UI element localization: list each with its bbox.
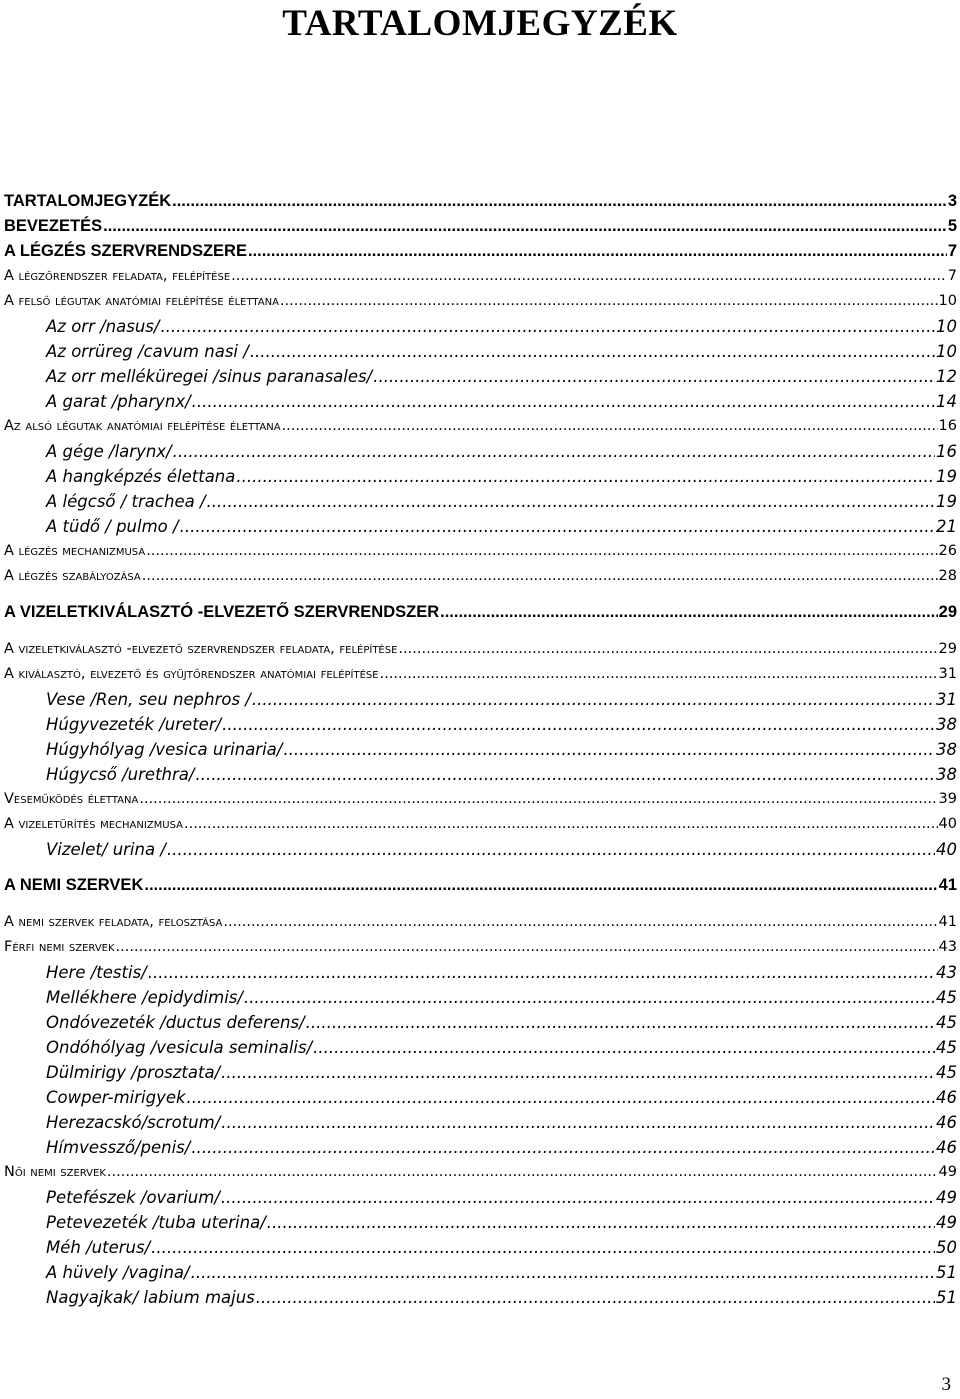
toc-entry[interactable] [4, 1135, 957, 1160]
dot-leader [103, 214, 947, 239]
toc-entry-page: 7 [947, 242, 957, 260]
toc-entry-page: 49 [936, 1213, 957, 1232]
toc-entry-label: A garat /pharynx/ [46, 392, 191, 411]
toc-entry-label: Petevezeték /tuba uterina/ [46, 1213, 266, 1232]
toc-entry-label: A kiválasztó, elvezető és gyűjtőrendszer anatómiai felépítése [4, 666, 379, 682]
toc-entry[interactable] [4, 539, 957, 564]
toc-entry-page: 12 [936, 367, 957, 386]
toc-entry-page: 31 [936, 690, 957, 709]
toc-entry[interactable] [4, 1010, 957, 1035]
toc-entry-label: A gége /larynx/ [46, 442, 172, 461]
dot-leader [151, 1235, 935, 1260]
toc-entry-label: BEVEZETÉS [4, 217, 103, 235]
toc-entry[interactable] [4, 637, 957, 662]
toc-entry-page: 3 [947, 192, 957, 210]
toc-entry-page: 14 [936, 392, 957, 411]
dot-leader [380, 662, 938, 687]
dot-leader [142, 564, 938, 589]
toc-entry-page: 49 [938, 1164, 957, 1180]
toc-entry-label: A légzés mechanizmusa [4, 543, 146, 559]
toc-entry-page: 38 [936, 740, 957, 759]
dot-leader [221, 1060, 935, 1085]
dot-leader [148, 960, 935, 985]
toc-entry-label: Ondóhólyag /vesicula seminalis/ [46, 1038, 313, 1057]
toc-entry-label: Cowper-mirigyek [46, 1088, 186, 1107]
dot-leader [180, 514, 935, 539]
toc-entry[interactable] [4, 737, 957, 762]
toc-entry[interactable] [4, 1185, 957, 1210]
toc-entry[interactable] [4, 662, 957, 687]
toc-entry-page: 16 [938, 418, 957, 434]
dot-leader [116, 935, 938, 960]
toc-entry-label: Here /testis/ [46, 963, 147, 982]
toc-entry[interactable] [4, 873, 957, 898]
toc-entry[interactable] [4, 289, 957, 314]
toc-entry-label: Nagyajkak/ labium majus [46, 1288, 255, 1307]
toc-entry-page: 40 [938, 816, 957, 832]
toc-entry-label: A nemi szervek feladata, felosztása [4, 914, 223, 930]
dot-leader [282, 414, 938, 439]
dot-leader [191, 1260, 935, 1285]
toc-entry-label: Vese /Ren, seu nephros / [46, 690, 251, 709]
toc-entry-label: A vizeletürítés mechanizmusa [4, 816, 183, 832]
toc-entry[interactable] [4, 1260, 957, 1285]
dot-leader [144, 873, 937, 898]
toc-entry-label: Húgycső /urethra/ [46, 765, 195, 784]
dot-leader [398, 637, 937, 662]
toc-entry[interactable] [4, 687, 957, 712]
toc-entry-page: 26 [938, 543, 957, 559]
toc-entry[interactable] [4, 564, 957, 589]
dot-leader [313, 1035, 935, 1060]
toc-entry-page: 43 [936, 963, 957, 982]
dot-leader [192, 389, 935, 414]
toc-entry-label: A VIZELETKIVÁLASZTÓ -ELVEZETŐ SZERVRENDSZER [4, 603, 440, 621]
toc-entry[interactable] [4, 712, 957, 737]
toc-entry-page: 51 [936, 1288, 957, 1307]
dot-leader [207, 489, 935, 514]
toc-entry-label: Az orr /nasus/ [46, 317, 160, 336]
toc-entry-label: A NEMI SZERVEK [4, 876, 144, 894]
toc-entry[interactable] [4, 314, 957, 339]
toc-entry-page: 45 [936, 1013, 957, 1032]
toc-entry[interactable] [4, 264, 957, 289]
dot-leader [160, 314, 935, 339]
toc-entry-label: Az orr melléküregei /sinus paranasales/ [46, 367, 373, 386]
toc-entry-page: 29 [938, 603, 957, 621]
dot-leader [267, 1210, 935, 1235]
dot-leader [184, 812, 938, 837]
toc-entry-page: 40 [936, 840, 957, 859]
toc-entry-page: 46 [936, 1088, 957, 1107]
toc-entry[interactable] [4, 985, 957, 1010]
toc-entry[interactable] [4, 364, 957, 389]
toc-entry-page: 45 [936, 1038, 957, 1057]
toc-entry-label: A vizeletkiválasztó -elvezető szervrendszer feladata, felépítése [4, 641, 398, 657]
toc-entry-page: 10 [936, 342, 957, 361]
toc-entry-page: 38 [936, 765, 957, 784]
dot-leader [191, 1135, 935, 1160]
dot-leader [139, 787, 937, 812]
toc-entry[interactable] [4, 439, 957, 464]
dot-leader [256, 1285, 935, 1310]
toc-entry-page: 49 [936, 1188, 957, 1207]
toc-entry-page: 19 [936, 467, 957, 486]
toc-entry-page: 46 [936, 1113, 957, 1132]
dot-leader [187, 1085, 935, 1110]
table-of-contents [4, 189, 957, 1310]
toc-entry[interactable] [4, 1110, 957, 1135]
toc-entry[interactable] [4, 762, 957, 787]
toc-entry-label: Mellékhere /epidydimis/ [46, 988, 243, 1007]
toc-entry-label: Ondóvezeték /ductus deferens/ [46, 1013, 305, 1032]
dot-leader [250, 339, 935, 364]
dot-leader [236, 464, 935, 489]
toc-entry-page: 31 [938, 666, 957, 682]
dot-leader [244, 985, 935, 1010]
page-number: 3 [941, 1374, 951, 1395]
toc-entry-label: A légzés szabályozása [4, 568, 141, 584]
toc-entry[interactable] [4, 910, 957, 935]
dot-leader [373, 364, 935, 389]
dot-leader [223, 910, 937, 935]
toc-entry-label: Az orrüreg /cavum nasi / [46, 342, 249, 361]
toc-entry-label: A hangképzés élettana [46, 467, 236, 486]
toc-entry[interactable] [4, 239, 957, 264]
toc-entry-label: A LÉGZÉS SZERVRENDSZERE [4, 242, 247, 260]
dot-leader [221, 1185, 935, 1210]
toc-entry-label: Húgyhólyag /vesica urinaria/ [46, 740, 283, 759]
toc-entry-page: 41 [938, 914, 957, 930]
toc-entry-page: 21 [936, 517, 957, 536]
toc-entry[interactable] [4, 1085, 957, 1110]
toc-entry-label: Húgyvezeték /ureter/ [46, 715, 222, 734]
toc-entry-label: Hímvessző/penis/ [46, 1138, 191, 1157]
toc-entry[interactable] [4, 489, 957, 514]
toc-entry[interactable] [4, 837, 957, 862]
toc-entry-page: 39 [938, 791, 957, 807]
toc-entry-page: 10 [936, 317, 957, 336]
dot-leader [173, 439, 935, 464]
dot-leader [231, 264, 947, 289]
toc-entry[interactable] [4, 214, 957, 239]
toc-entry[interactable] [4, 812, 957, 837]
dot-leader [306, 1010, 935, 1035]
dot-leader [107, 1160, 938, 1185]
page-title: TARTALOMJEGYZÉK [282, 3, 678, 44]
toc-entry-label: Dülmirigy /prosztata/ [46, 1063, 221, 1082]
toc-entry[interactable] [4, 1060, 957, 1085]
dot-leader [440, 600, 938, 625]
toc-entry[interactable] [4, 787, 957, 812]
toc-entry-page: 38 [936, 715, 957, 734]
toc-entry-label: A felső légutak anatómiai felépítése élettana [4, 293, 279, 309]
toc-entry-label: A hüvely /vagina/ [46, 1263, 190, 1282]
toc-entry-label: A légzőrendszer feladata, felépítése [4, 268, 231, 284]
dot-leader [146, 539, 937, 564]
toc-entry-page: 10 [938, 293, 957, 309]
toc-entry-page: 43 [938, 939, 957, 955]
dot-leader [222, 712, 935, 737]
toc-entry-page: 7 [947, 268, 957, 284]
toc-entry[interactable] [4, 600, 957, 625]
dot-leader [172, 189, 947, 214]
toc-entry-label: A tüdő / pulmo / [46, 517, 179, 536]
toc-entry-page: 46 [936, 1138, 957, 1157]
toc-entry-page: 51 [936, 1263, 957, 1282]
toc-entry[interactable] [4, 960, 957, 985]
toc-entry[interactable] [4, 1035, 957, 1060]
toc-entry[interactable] [4, 935, 957, 960]
toc-entry-label: A légcső / trachea / [46, 492, 206, 511]
toc-entry[interactable] [4, 1235, 957, 1260]
toc-entry-page: 29 [938, 641, 957, 657]
toc-entry-label: Az alsó légutak anatómiai felépítése élettana [4, 418, 281, 434]
toc-entry-page: 45 [936, 988, 957, 1007]
toc-entry-page: 45 [936, 1063, 957, 1082]
toc-entry-page: 41 [938, 876, 957, 894]
toc-entry[interactable] [4, 464, 957, 489]
dot-leader [195, 762, 935, 787]
toc-entry-label: TARTALOMJEGYZÉK [4, 192, 172, 210]
toc-entry[interactable] [4, 414, 957, 439]
toc-entry-label: Petefészek /ovarium/ [46, 1188, 220, 1207]
toc-entry[interactable] [4, 514, 957, 539]
dot-leader [167, 837, 935, 862]
toc-entry-page: 28 [938, 568, 957, 584]
dot-leader [252, 687, 935, 712]
toc-entry[interactable] [4, 1285, 957, 1310]
toc-entry[interactable] [4, 389, 957, 414]
toc-entry-page: 5 [947, 217, 957, 235]
toc-entry-label: Férfi nemi szervek [4, 939, 115, 955]
toc-entry-label: Méh /uterus/ [46, 1238, 151, 1257]
toc-entry-label: Női nemi szervek [4, 1164, 106, 1180]
toc-entry[interactable] [4, 189, 957, 214]
toc-entry-label: Vizelet/ urina / [46, 840, 166, 859]
dot-leader [280, 289, 938, 314]
toc-entry-label: Veseműködés élettana [4, 791, 139, 807]
dot-leader [221, 1110, 935, 1135]
dot-leader [283, 737, 935, 762]
toc-entry[interactable] [4, 1160, 957, 1185]
toc-entry-page: 19 [936, 492, 957, 511]
toc-entry-label: Herezacskó/scrotum/ [46, 1113, 221, 1132]
dot-leader [248, 239, 947, 264]
toc-entry-page: 50 [936, 1238, 957, 1257]
toc-entry[interactable] [4, 1210, 957, 1235]
toc-entry-page: 16 [936, 442, 957, 461]
toc-entry[interactable] [4, 339, 957, 364]
